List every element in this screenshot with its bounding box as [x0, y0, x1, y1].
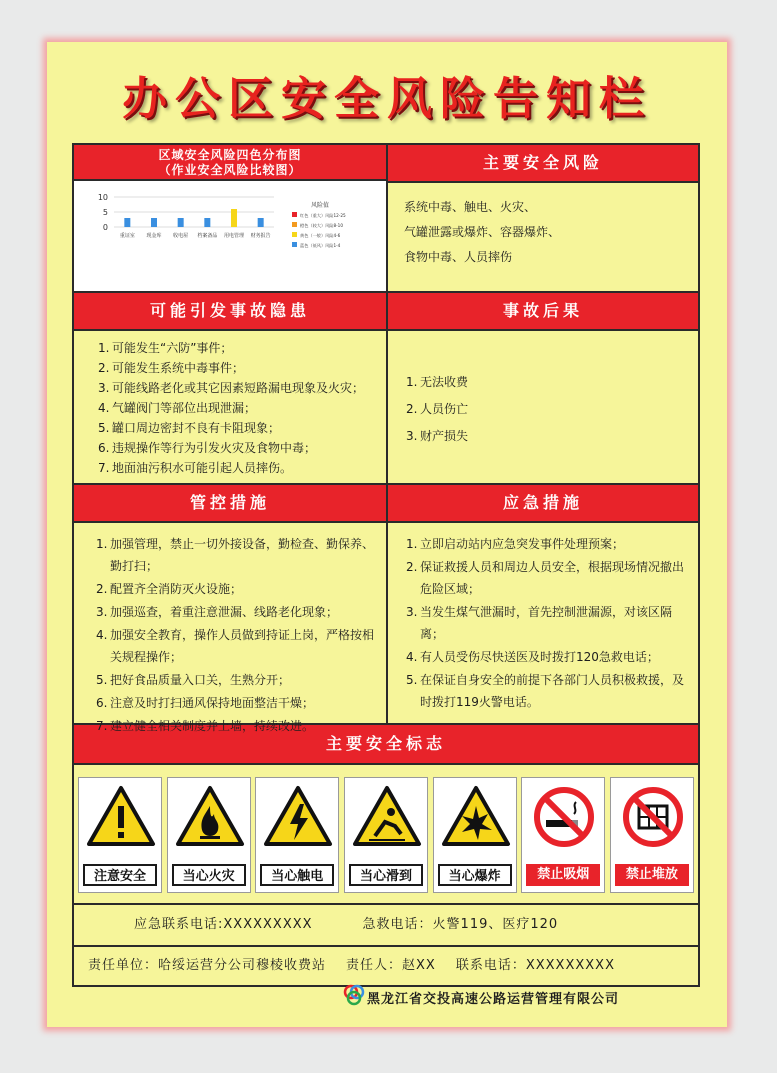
item-text: 可能发生“六防”事件； — [112, 341, 233, 355]
legend-swatch — [292, 232, 297, 237]
item-text: 保证救援人员和周边人员安全，根据现场情况撤出危险区域； — [420, 560, 685, 596]
responsible-person: 责任人：赵XX — [346, 958, 436, 973]
chart-header-line2: （作业安全风险比较图） — [158, 163, 302, 177]
legend-label: 橙色（较大）风险8-10 — [300, 223, 344, 228]
item-number: 5. — [406, 673, 418, 687]
safety-sign — [78, 777, 162, 893]
rescue-phone: 急救电话：火警119、医疗120 — [362, 917, 559, 932]
hazards-body — [74, 331, 386, 478]
notice-board — [47, 42, 727, 1027]
item-text: 建立健全相关制度并上墙，持续改进。 — [110, 719, 315, 733]
x-tick-label: 财务报告 — [250, 233, 271, 239]
emergency-phone: 应急联系电话:XXXXXXXXX — [134, 917, 313, 932]
item-number: 5. — [96, 673, 108, 687]
y-tick-label: 5 — [102, 208, 108, 217]
emergency-item — [406, 556, 688, 600]
item-text: 注意及时打扫通风保持地面整洁干燥； — [110, 696, 315, 710]
controls-item — [96, 624, 378, 668]
safety-sign — [344, 777, 428, 893]
item-number: 2. — [406, 560, 418, 574]
y-tick-label: 0 — [102, 223, 108, 232]
consequences-item — [406, 369, 698, 395]
contact-phone: 联系电话：XXXXXXXXX — [455, 958, 615, 973]
hazards-item — [98, 339, 378, 358]
item-text: 人员伤亡 — [420, 402, 469, 416]
hazards-item — [98, 379, 378, 398]
sign-label: 注意安全 — [83, 864, 157, 886]
emergency-item — [406, 533, 688, 555]
item-text: 违规操作等行为引发火灾及食物中毒； — [112, 441, 317, 455]
page-title: 办公区安全风险告知栏 — [121, 72, 652, 125]
sign-label: 禁止吸烟 — [526, 864, 600, 886]
safety-sign — [255, 777, 339, 893]
main-risks-line: 食物中毒、人员摔伤 — [404, 250, 513, 264]
item-text: 配置齐全消防灭火设施； — [110, 582, 243, 596]
item-text: 立即启动站内应急突发事件处理预案； — [420, 537, 625, 551]
responsible-unit: 责任单位：哈绥运营分公司穆棱收费站 — [88, 958, 327, 973]
chart-bar — [204, 218, 210, 227]
safety-sign — [521, 777, 605, 893]
controls-item — [96, 578, 378, 600]
item-text: 加强巡查，着重注意泄漏、线路老化现象； — [110, 605, 339, 619]
item-text: 财产损失 — [420, 429, 469, 443]
item-number: 4. — [98, 401, 110, 415]
emergency-header: 应急措施 — [388, 485, 698, 523]
item-text: 当发生煤气泄漏时，首先控制泄漏源，对该区隔离； — [420, 605, 673, 641]
item-number: 3. — [96, 605, 108, 619]
sign-label: 当心爆炸 — [438, 864, 512, 886]
chart-header — [74, 145, 386, 181]
item-number: 1. — [96, 537, 108, 551]
info-grid — [72, 143, 700, 987]
consequences-list — [406, 369, 698, 449]
item-number: 3. — [406, 605, 418, 619]
chart-bar — [258, 218, 264, 227]
hazards-item — [98, 419, 378, 438]
item-text: 地面油污积水可能引起人员摔伤。 — [112, 461, 293, 475]
consequences-body — [388, 331, 698, 449]
item-number: 1. — [406, 375, 418, 389]
consequences-header: 事故后果 — [388, 293, 698, 331]
emergency-body — [388, 523, 698, 713]
legend-swatch — [292, 222, 297, 227]
company-name: 黑龙江省交投高速公路运营管理有限公司 — [367, 992, 620, 1007]
item-number: 7. — [98, 461, 110, 475]
item-number: 2. — [98, 361, 110, 375]
chart-bar — [178, 218, 184, 227]
chart-bar — [151, 218, 157, 227]
sign-label: 当心滑到 — [349, 864, 423, 886]
risk-bar-chart — [74, 181, 386, 291]
item-text: 气罐阀门等部位出现泄漏； — [112, 401, 257, 415]
emergency-contact-row — [74, 905, 698, 947]
y-tick-label: 10 — [97, 193, 108, 202]
hazards-item — [98, 459, 378, 478]
signs-row — [74, 765, 698, 905]
sign-label: 禁止堆放 — [615, 864, 689, 886]
hazards-item — [98, 359, 378, 378]
company-logo-icon — [343, 984, 365, 1006]
safety-sign — [433, 777, 517, 893]
legend-label: 黄色（一般）风险4-6 — [300, 233, 341, 238]
safety-sign — [610, 777, 694, 893]
emergency-cell — [388, 485, 698, 723]
legend-title: 风险值 — [310, 202, 330, 209]
controls-header: 管控措施 — [74, 485, 386, 523]
controls-item — [96, 601, 378, 623]
x-tick-label: 用电管理 — [223, 233, 245, 239]
controls-item — [96, 669, 378, 691]
item-number: 4. — [96, 628, 108, 642]
legend-swatch — [292, 212, 297, 217]
item-number: 2. — [96, 582, 108, 596]
item-number: 7. — [96, 719, 108, 733]
main-risks-line: 气罐泄露或爆炸、容器爆炸、 — [404, 225, 561, 239]
hazards-item — [98, 399, 378, 418]
main-risks-line: 系统中毒、触电、火灾、 — [404, 200, 537, 214]
chart-bar — [231, 209, 237, 227]
item-number: 5. — [98, 421, 110, 435]
main-risks-cell — [388, 145, 698, 291]
item-text: 把好食品质量入口关，生熟分开； — [110, 673, 291, 687]
legend-swatch — [292, 242, 297, 247]
item-text: 罐口周边密封不良有卡阻现象； — [112, 421, 281, 435]
item-number: 3. — [406, 429, 418, 443]
consequences-item — [406, 423, 698, 449]
item-text: 可能发生系统中毒事件； — [112, 361, 245, 375]
hazards-item — [98, 439, 378, 458]
chart-cell — [74, 145, 388, 291]
item-number: 2. — [406, 402, 418, 416]
item-number: 4. — [406, 650, 418, 664]
x-tick-label: 现金库 — [146, 233, 162, 239]
chart-bar — [124, 218, 130, 227]
main-risks-body — [388, 183, 698, 270]
x-tick-label: 收电屋 — [173, 233, 189, 239]
emergency-item — [406, 669, 688, 713]
x-tick-label: 重证室 — [119, 233, 135, 239]
emergency-item — [406, 601, 688, 645]
hazards-cell — [74, 293, 388, 483]
controls-item — [96, 692, 378, 714]
consequences-item — [406, 396, 698, 422]
legend-label: 蓝色（低风）风险1-4 — [300, 243, 341, 248]
risk-chart — [74, 181, 386, 291]
controls-item — [96, 533, 378, 577]
main-risks-header: 主要安全风险 — [388, 145, 698, 183]
item-text: 加强安全教育，操作人员做到持证上岗，严格按相关规程操作； — [110, 628, 375, 664]
item-number: 1. — [98, 341, 110, 355]
chart-header-line1: 区域安全风险四色分布图 — [158, 148, 302, 162]
hazards-list — [98, 339, 378, 478]
item-text: 无法收费 — [420, 375, 469, 389]
sign-label: 当心火灾 — [172, 864, 246, 886]
controls-list — [96, 533, 378, 737]
controls-item — [96, 715, 378, 737]
safety-sign — [167, 777, 251, 893]
hazards-header: 可能引发事故隐患 — [74, 293, 386, 331]
item-number: 1. — [406, 537, 418, 551]
item-text: 加强管理，禁止一切外接设备，勤检查、勤保养、勤打扫； — [110, 537, 375, 573]
controls-cell — [74, 485, 388, 733]
x-tick-label: 档案备品 — [197, 233, 218, 239]
legend-label: 红色（重大）风险12-25 — [300, 213, 346, 218]
item-text: 可能线路老化或其它因素短路漏电现象及火灾； — [112, 381, 365, 395]
consequences-cell — [388, 293, 698, 483]
item-text: 在保证自身安全的前提下各部门人员积极救援，及时拨打119火警电话。 — [420, 673, 685, 709]
item-text: 有人员受伤尽快送医及时拨打120急救电话； — [420, 650, 659, 664]
responsibility-row — [74, 947, 698, 985]
emergency-item — [406, 646, 688, 668]
item-number: 6. — [96, 696, 108, 710]
signs-header: 主要安全标志 — [74, 725, 698, 765]
item-number: 3. — [98, 381, 110, 395]
sign-label: 当心触电 — [260, 864, 334, 886]
item-number: 6. — [98, 441, 110, 455]
controls-body — [74, 523, 386, 737]
emergency-list — [406, 533, 688, 713]
